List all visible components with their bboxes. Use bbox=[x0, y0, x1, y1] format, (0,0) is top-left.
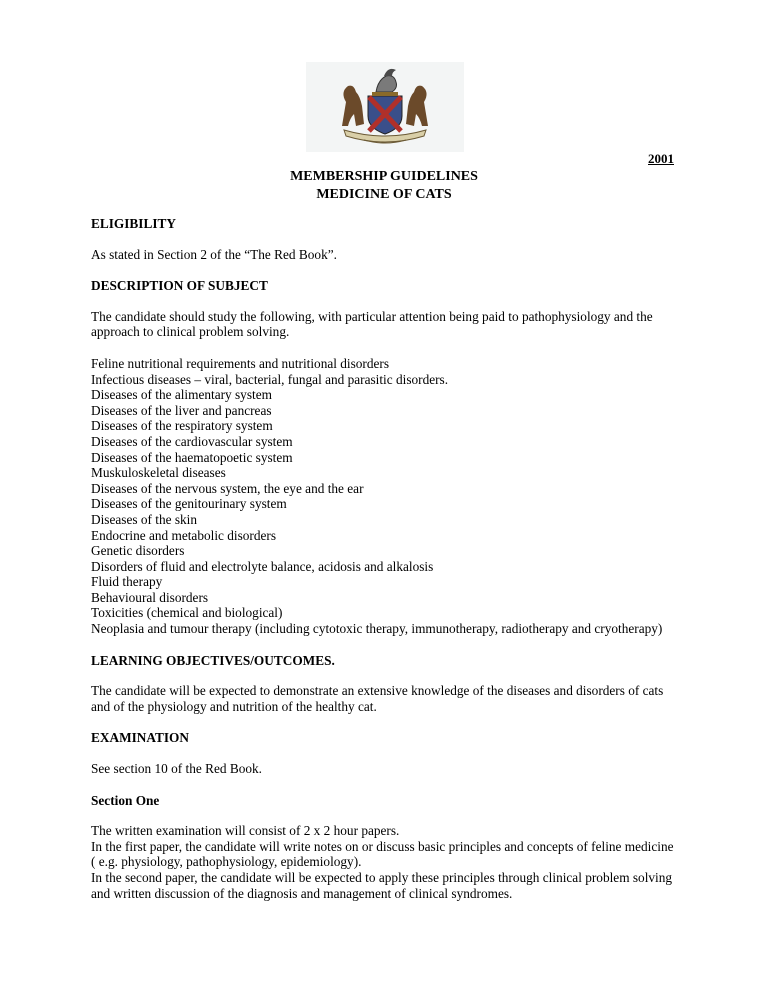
document-body bbox=[91, 216, 681, 901]
list-item: Feline nutritional requirements and nutritional disorders bbox=[91, 355, 390, 371]
list-item: Endocrine and metabolic disorders bbox=[91, 527, 276, 543]
list-item: Behavioural disorders bbox=[91, 589, 209, 605]
section-one-line: In the second paper, the candidate will be expected to apply these principles through clinical problem solving and written discussion of the diagnosis and management of clinical syndromes. bbox=[91, 870, 673, 901]
document-year: 2001 bbox=[648, 151, 674, 166]
list-item: Diseases of the nervous system, the eye and the ear bbox=[91, 480, 364, 496]
college-crest-logo bbox=[306, 62, 464, 152]
list-item: Muskuloskeletal diseases bbox=[91, 465, 226, 481]
title-line-1: MEMBERSHIP GUIDELINES bbox=[290, 169, 478, 184]
list-item: Diseases of the alimentary system bbox=[91, 387, 272, 403]
examination-heading: EXAMINATION bbox=[91, 730, 190, 746]
description-intro: The candidate should study the following, with particular attention being paid to pathophysiology and the approach to clinical problem solving. bbox=[91, 308, 653, 340]
list-item: Neoplasia and tumour therapy (including cytotoxic therapy, immunotherapy, radiotherapy and cryotherapy) bbox=[91, 621, 663, 637]
document-title bbox=[0, 168, 768, 204]
eligibility-text: As stated in Section 2 of the “The Red Book”. bbox=[91, 246, 337, 262]
learning-text: The candidate will be expected to demonstrate an extensive knowledge of the diseases and disorders of cats and of the physiology and nutrition of the healthy cat. bbox=[91, 683, 664, 714]
crest-emblem-icon bbox=[306, 62, 464, 152]
list-item: Diseases of the respiratory system bbox=[91, 418, 273, 434]
list-item: Diseases of the skin bbox=[91, 511, 197, 527]
list-item: Diseases of the genitourinary system bbox=[91, 496, 287, 512]
learning-heading: LEARNING OBJECTIVES/OUTCOMES. bbox=[91, 652, 335, 668]
section-one-heading: Section One bbox=[91, 792, 160, 808]
title-line-2: MEDICINE OF CATS bbox=[316, 187, 452, 202]
list-item: Fluid therapy bbox=[91, 574, 163, 590]
section-one-line: The written examination will consist of 2 x 2 hour papers. bbox=[91, 823, 400, 839]
list-item: Genetic disorders bbox=[91, 543, 185, 559]
list-item: Toxicities (chemical and biological) bbox=[91, 605, 283, 621]
examination-text: See section 10 of the Red Book. bbox=[91, 761, 262, 777]
section-one-line: In the first paper, the candidate will write notes on or discuss basic principles and concepts of feline medicine ( e.g. physiology, pathophysiology, epidemiology). bbox=[91, 838, 674, 870]
list-item: Diseases of the cardiovascular system bbox=[91, 433, 293, 449]
list-item: Diseases of the haematopoetic system bbox=[91, 449, 293, 465]
eligibility-heading: ELIGIBILITY bbox=[91, 216, 176, 231]
list-item: Infectious diseases – viral, bacterial, fungal and parasitic disorders. bbox=[91, 371, 449, 387]
description-heading: DESCRIPTION OF SUBJECT bbox=[91, 278, 268, 294]
list-item: Disorders of fluid and electrolyte balance, acidosis and alkalosis bbox=[91, 558, 434, 574]
subject-list bbox=[91, 356, 681, 637]
list-item: Diseases of the liver and pancreas bbox=[91, 402, 272, 418]
